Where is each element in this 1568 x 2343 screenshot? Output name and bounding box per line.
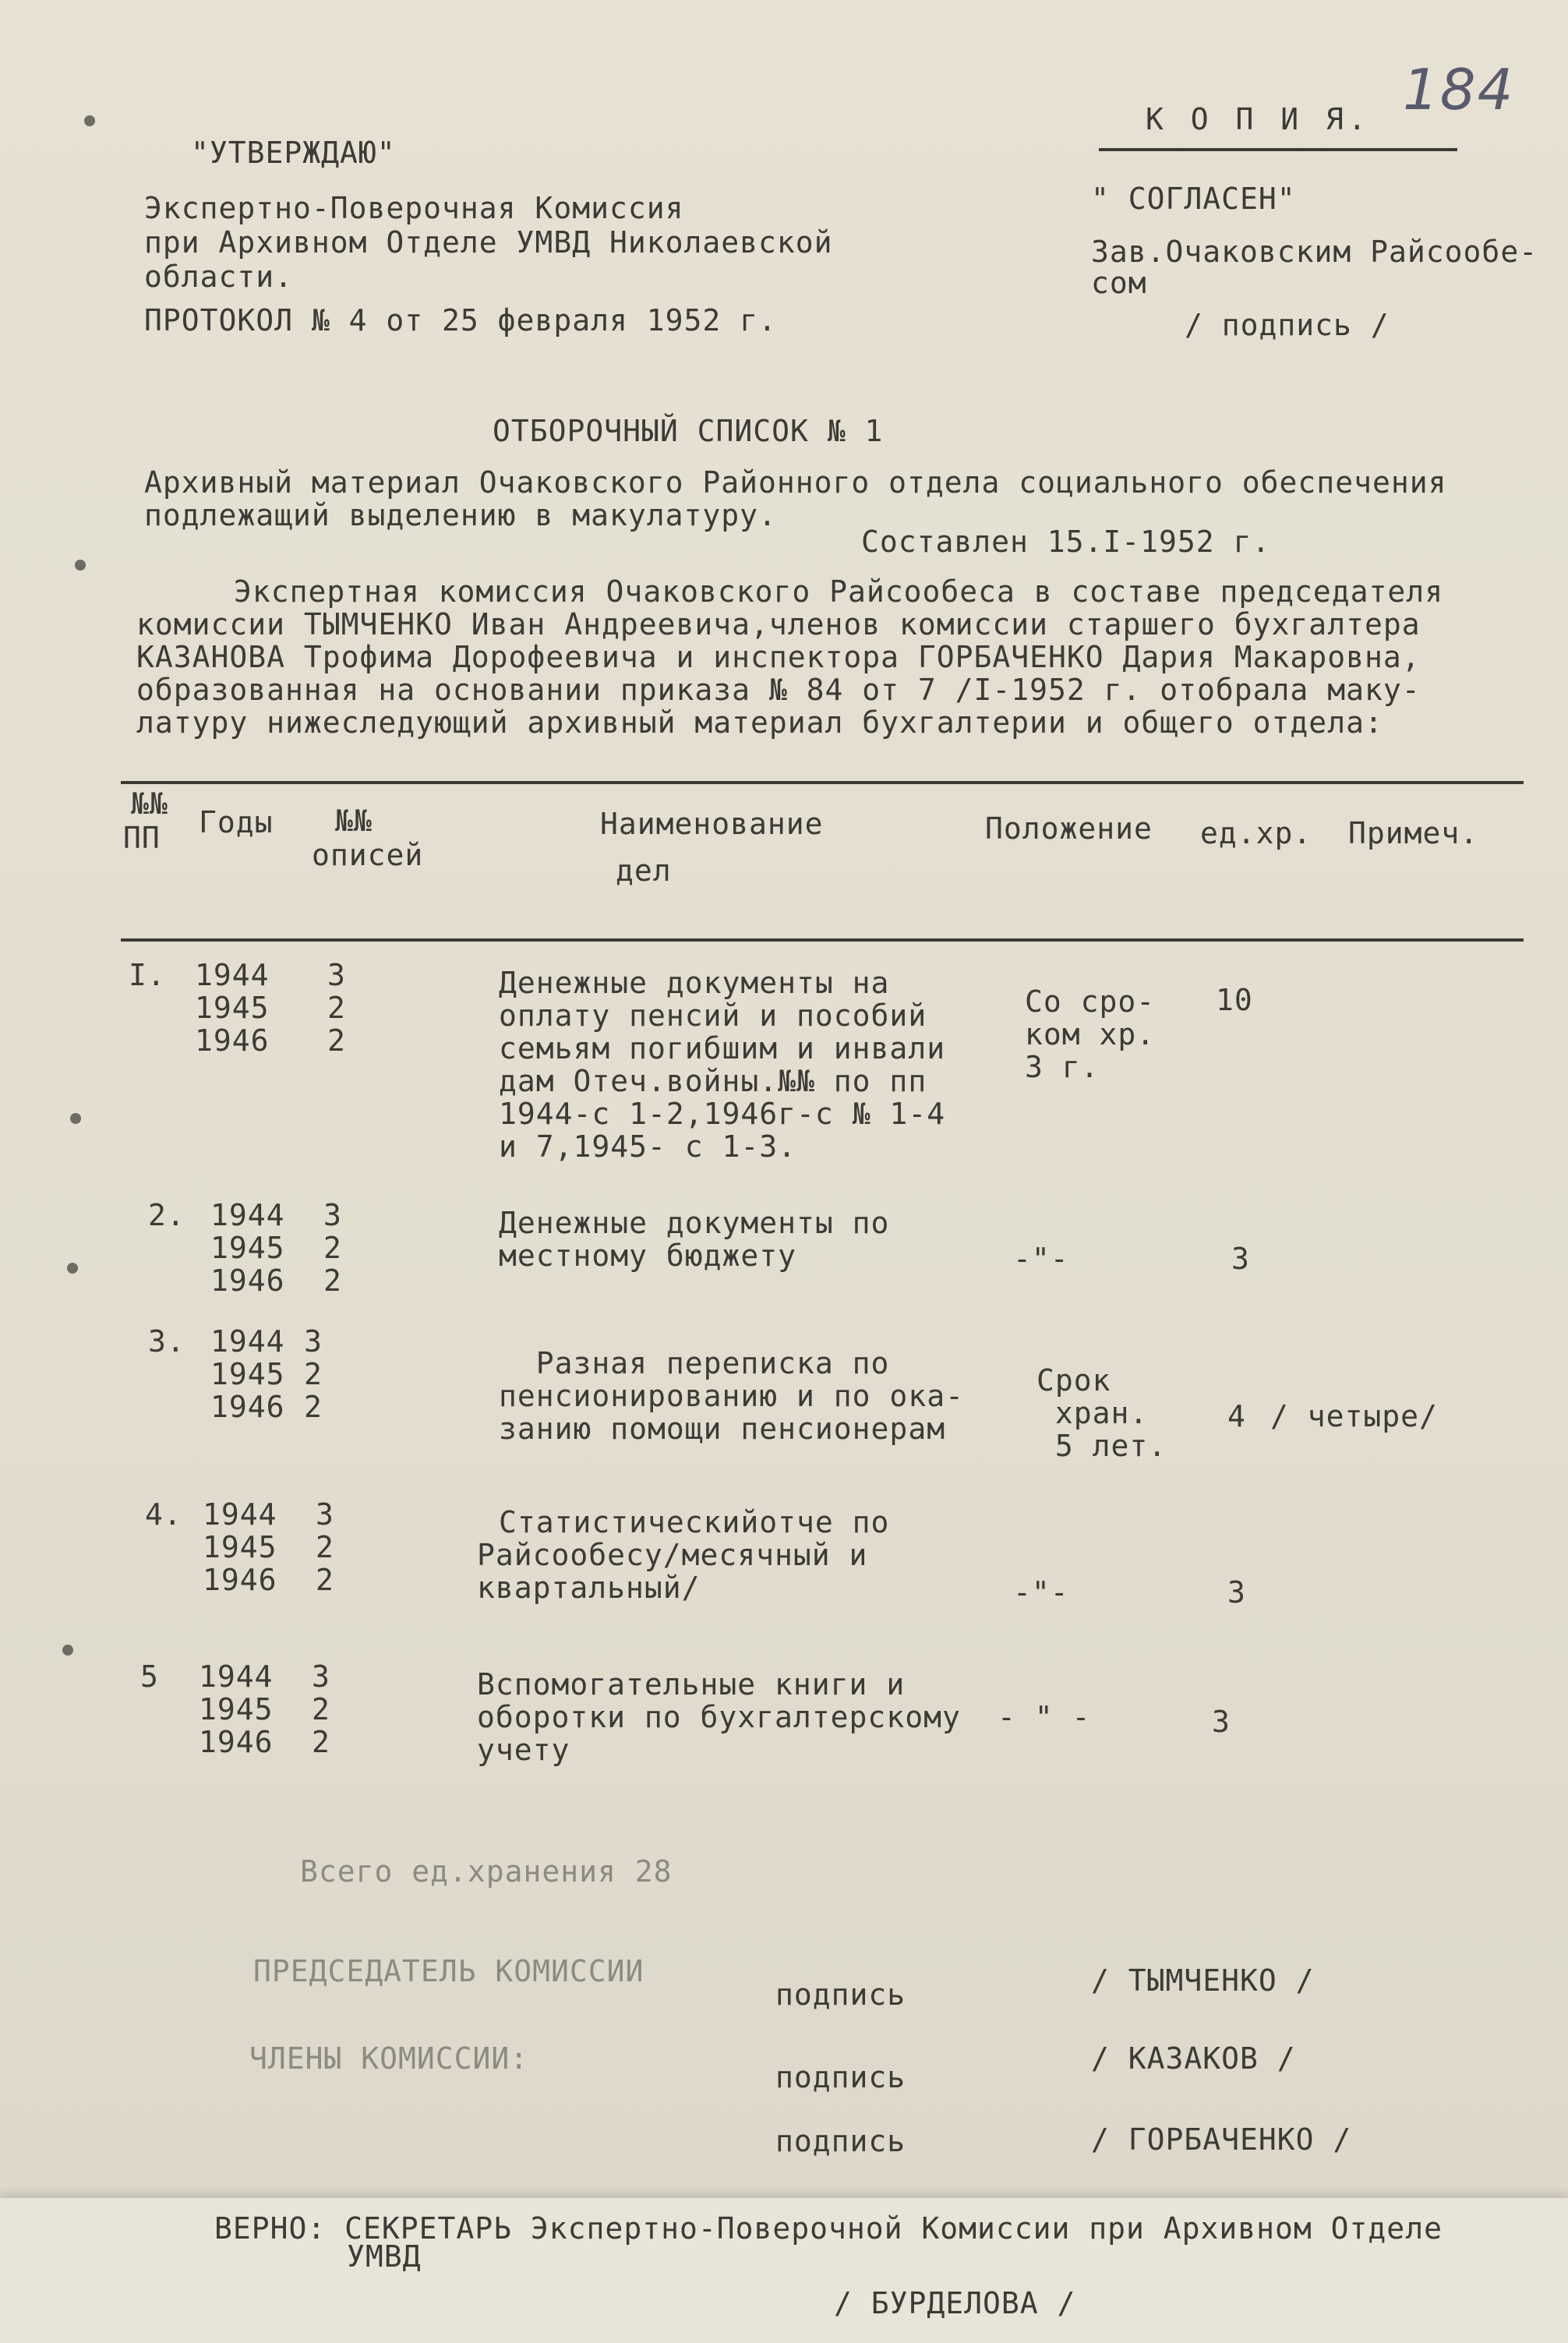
certify-line: ВЕРНО: СЕКРЕТАРЬ Экспертно-Поверочной Комиссии при Архивном Отделе xyxy=(214,2211,1443,2246)
agree-title: " СОГЛАСЕН" xyxy=(1091,182,1296,216)
row-list: 2 xyxy=(316,1530,334,1564)
row-units: 3 xyxy=(1231,1242,1250,1276)
punch-hole xyxy=(62,1645,73,1656)
row-number: 5 xyxy=(140,1659,159,1694)
table-top-rule xyxy=(121,781,1524,784)
protocol-line: ПРОТОКОЛ № 4 от 25 февраля 1952 г. xyxy=(144,303,777,337)
col-header-name: дел xyxy=(616,853,672,888)
row-position: - " - xyxy=(998,1700,1091,1734)
row-units: 3 xyxy=(1212,1705,1231,1739)
col-header-years: Годы xyxy=(199,805,274,839)
approve-title: "УТВЕРЖДАЮ" xyxy=(191,136,396,170)
row-list: 3 xyxy=(327,958,346,992)
row-position: -"- xyxy=(1013,1242,1069,1276)
row-name: семьям погибшим и инвали xyxy=(499,1031,946,1065)
row-name: 1944-с 1-2,1946г-с № 1-4 xyxy=(499,1097,946,1131)
row-name: местному бюджету xyxy=(499,1239,797,1273)
row-list: 2 xyxy=(327,1023,346,1058)
chairman-name: / ТЫМЧЕНКО / xyxy=(1091,1963,1315,1998)
col-header-name: Наименование xyxy=(600,807,824,841)
row-notes: / четыре/ xyxy=(1270,1399,1438,1433)
row-position: Со сро- xyxy=(1025,984,1156,1019)
row-year: 1945 xyxy=(195,991,270,1025)
row-list: 2 xyxy=(304,1357,323,1391)
row-year: 1944 xyxy=(199,1659,274,1694)
copy-underline xyxy=(1099,148,1457,151)
member-name: / ГОРБАЧЕНКО / xyxy=(1091,2122,1352,2157)
row-position: 3 г. xyxy=(1025,1050,1100,1084)
certify-line: УМВД xyxy=(347,2239,422,2274)
row-list: 2 xyxy=(316,1563,334,1597)
row-year: 1944 xyxy=(210,1198,285,1232)
row-year: 1946 xyxy=(210,1390,285,1424)
row-name: квартальный/ xyxy=(477,1571,701,1605)
row-list: 3 xyxy=(304,1324,323,1359)
row-name: дам Отеч.войны.№№ по пп xyxy=(499,1064,927,1098)
archive-stamp-number: 184 xyxy=(1403,57,1515,122)
row-name: и 7,1945- с 1-3. xyxy=(499,1129,797,1164)
row-list: 3 xyxy=(316,1497,334,1532)
row-year: 1945 xyxy=(210,1231,285,1265)
punch-hole xyxy=(84,115,95,126)
row-list: 2 xyxy=(327,991,346,1025)
row-name: учету xyxy=(477,1733,570,1767)
row-year: 1945 xyxy=(199,1692,274,1726)
row-units: 4 xyxy=(1227,1399,1246,1433)
row-name: Денежные документы по xyxy=(499,1206,890,1240)
intro-line: Экспертная комиссия Очаковского Райсообеса в составе председателя xyxy=(234,574,1444,609)
intro-line: образованная на основании приказа № 84 от 7 /I-1952 г. отобрала маку- xyxy=(136,673,1421,707)
row-year: 1944 xyxy=(203,1497,277,1532)
row-name: пенсионированию и по ока- xyxy=(499,1379,964,1413)
approve-line: Экспертно-Поверочная Комиссия xyxy=(144,191,684,225)
row-year: 1946 xyxy=(210,1263,285,1298)
row-position: ком хр. xyxy=(1025,1017,1156,1051)
agree-line: Зав.Очаковским Райсообе- xyxy=(1091,235,1538,269)
row-position: Срок xyxy=(1037,1363,1111,1398)
agree-signature: / подпись / xyxy=(1185,308,1390,342)
col-header-units: ед.хр. xyxy=(1200,816,1312,850)
row-list: 3 xyxy=(323,1198,342,1232)
row-name: Денежные документы на xyxy=(499,966,890,1000)
row-year: 1946 xyxy=(195,1023,270,1058)
row-year: 1946 xyxy=(199,1725,274,1759)
compiled-date: Составлен 15.I-1952 г. xyxy=(861,525,1271,559)
row-list: 2 xyxy=(312,1692,330,1726)
approve-line: области. xyxy=(144,260,294,294)
list-subtitle: подлежащий выделению в макулатуру. xyxy=(144,498,777,532)
row-name: оборотки по бухгалтерскому xyxy=(477,1700,961,1734)
row-number: 4. xyxy=(145,1497,182,1532)
row-name: Вспомогательные книги и xyxy=(477,1667,906,1702)
punch-hole xyxy=(70,1113,81,1124)
col-header-lists: описей xyxy=(312,838,424,872)
member-signature: подпись xyxy=(775,2060,906,2094)
total-units: Всего ед.хранения 28 xyxy=(300,1854,673,1889)
row-number: 3. xyxy=(148,1324,185,1359)
members-label: ЧЛЕНЫ КОМИССИИ: xyxy=(249,2041,529,2076)
row-position: хран. xyxy=(1037,1396,1149,1430)
agree-line: сом xyxy=(1091,266,1147,300)
intro-line: латуру нижеследующий архивный материал бухгалтерии и общего отдела: xyxy=(136,705,1383,740)
row-year: 1945 xyxy=(210,1357,285,1391)
row-year: 1944 xyxy=(210,1324,285,1359)
row-year: 1944 xyxy=(195,958,270,992)
row-name: Статистическийотче по xyxy=(499,1505,890,1539)
col-header-position: Положение xyxy=(985,811,1153,846)
row-position: -"- xyxy=(1013,1575,1069,1610)
row-year: 1945 xyxy=(203,1530,277,1564)
member-name: / КАЗАКОВ / xyxy=(1091,2041,1296,2076)
col-header-num: ПП xyxy=(123,821,161,855)
punch-hole xyxy=(75,560,86,571)
table-header-rule xyxy=(121,938,1524,942)
member-signature: подпись xyxy=(775,2124,906,2158)
intro-line: КАЗАНОВА Трофима Дорофеевича и инспектора ГОРБАЧЕНКО Дария Макаровна, xyxy=(136,640,1421,674)
list-subtitle: Архивный материал Очаковского Районного отдела социального обеспечения xyxy=(144,465,1447,500)
row-list: 2 xyxy=(304,1390,323,1424)
list-title: ОТБОРОЧНЫЙ СПИСОК № 1 xyxy=(493,414,884,448)
certify-name: / БУРДЕЛОВА / xyxy=(834,2286,1076,2320)
row-list: 3 xyxy=(312,1659,330,1694)
row-number: 2. xyxy=(148,1198,185,1232)
row-name: занию помощи пенсионерам xyxy=(499,1412,946,1446)
approve-line: при Архивном Отделе УМВД Николаевской xyxy=(144,225,833,260)
col-header-lists: №№ xyxy=(335,804,373,838)
row-number: I. xyxy=(129,958,166,992)
row-list: 2 xyxy=(323,1231,342,1265)
col-header-notes: Примеч. xyxy=(1348,816,1479,850)
row-name: Разная переписка по xyxy=(499,1346,890,1380)
row-position: 5 лет. xyxy=(1037,1429,1167,1463)
row-list: 2 xyxy=(323,1263,342,1298)
copy-label: К О П И Я. xyxy=(1146,102,1371,136)
chairman-label: ПРЕДСЕДАТЕЛЬ КОМИССИИ xyxy=(253,1954,645,1988)
chairman-signature: подпись xyxy=(775,1977,906,2012)
row-name: Райсообесу/месячный и xyxy=(477,1538,868,1572)
intro-line: комиссии ТЫМЧЕНКО Иван Андреевича,членов комиссии старшего бухгалтера xyxy=(136,607,1421,641)
row-name: оплату пенсий и пособий xyxy=(499,998,927,1033)
row-units: 3 xyxy=(1227,1575,1246,1610)
punch-hole xyxy=(67,1263,78,1274)
row-list: 2 xyxy=(312,1725,330,1759)
row-units: 10 xyxy=(1216,983,1253,1017)
col-header-num: №№ xyxy=(131,786,168,821)
row-year: 1946 xyxy=(203,1563,277,1597)
certification-slip xyxy=(0,2198,1568,2343)
